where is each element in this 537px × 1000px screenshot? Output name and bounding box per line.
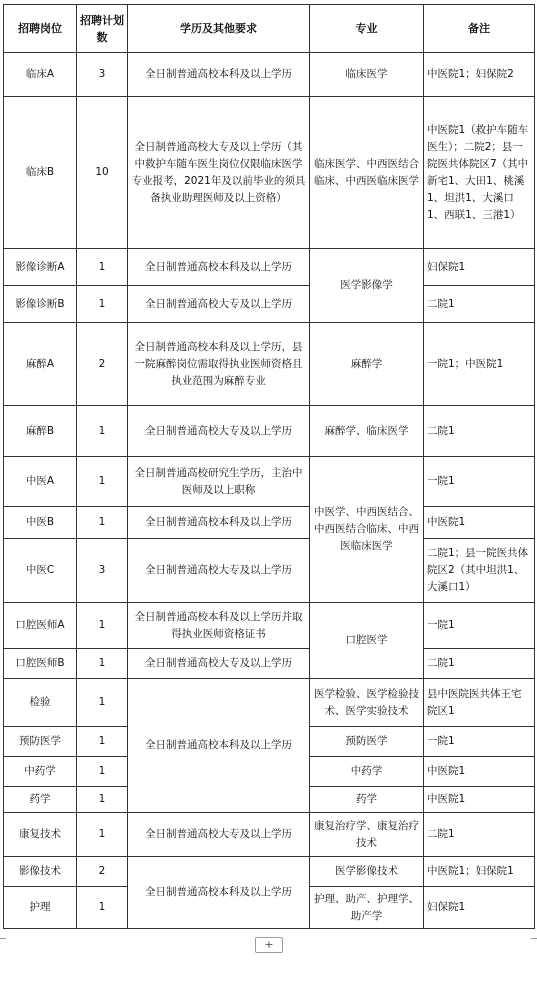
add-row-button[interactable]: +	[255, 937, 283, 953]
requirement-cell: 全日制普通高校大专及以上学历	[128, 813, 310, 857]
major-cell: 药学	[310, 787, 424, 813]
major-cell: 医学检验、医学检验技术、医学实验技术	[310, 679, 424, 727]
header-requirements: 学历及其他要求	[128, 5, 310, 53]
requirement-cell: 全日制普通高校本科及以上学历	[128, 857, 310, 929]
table-row	[4, 406, 535, 457]
count-cell: 1	[77, 727, 128, 757]
count-cell: 3	[77, 539, 128, 603]
post-cell: 口腔医师A	[4, 603, 77, 649]
count-cell: 3	[77, 53, 128, 97]
count-cell: 1	[77, 249, 128, 286]
requirement-cell: 全日制普通高校本科及以上学历	[128, 679, 310, 813]
count-cell: 1	[77, 507, 128, 539]
post-cell: 中药学	[4, 757, 77, 787]
table-row	[4, 323, 535, 406]
post-cell: 中医A	[4, 457, 77, 507]
table-row	[4, 507, 535, 539]
post-cell: 护理	[4, 887, 77, 929]
note-cell: 中医院1；妇保院1	[424, 857, 535, 887]
count-cell: 1	[77, 457, 128, 507]
post-cell: 影像诊断A	[4, 249, 77, 286]
count-cell: 2	[77, 857, 128, 887]
requirement-cell: 全日制普通高校研究生学历，主治中医师及以上职称	[128, 457, 310, 507]
requirement-cell: 全日制普通高校本科及以上学历，县一院麻醉岗位需取得执业医师资格且执业范围为麻醉专业	[128, 323, 310, 406]
table-header-row	[4, 5, 535, 53]
table-row	[4, 53, 535, 97]
count-cell: 2	[77, 323, 128, 406]
table-row	[4, 679, 535, 727]
count-cell: 1	[77, 757, 128, 787]
major-cell: 麻醉学、临床医学	[310, 406, 424, 457]
post-cell: 影像技术	[4, 857, 77, 887]
post-cell: 药学	[4, 787, 77, 813]
table-row	[4, 857, 535, 887]
note-cell: 一院1	[424, 457, 535, 507]
requirement-cell: 全日制普通高校大专及以上学历	[128, 406, 310, 457]
note-cell: 县中医院医共体王宅院区1	[424, 679, 535, 727]
header-plan-count: 招聘计划数	[77, 5, 128, 53]
note-cell: 二院1；县一院医共体院区2（其中坦洪1、大溪口1）	[424, 539, 535, 603]
major-cell: 麻醉学	[310, 323, 424, 406]
count-cell: 10	[77, 97, 128, 249]
count-cell: 1	[77, 679, 128, 727]
requirement-cell: 全日制普通高校本科及以上学历并取得执业医师资格证书	[128, 603, 310, 649]
post-cell: 康复技术	[4, 813, 77, 857]
requirement-cell: 全日制普通高校大专及以上学历	[128, 286, 310, 323]
post-cell: 中医C	[4, 539, 77, 603]
table-row	[4, 457, 535, 507]
requirement-cell: 全日制普通高校本科及以上学历	[128, 507, 310, 539]
note-cell: 中医院1（救护车随车医生）；二院2；县一院医共体院区7（其中新宅1、大田1、桃溪1、坦洪1、大溪口1、西联1、三港1）	[424, 97, 535, 249]
note-cell: 一院1	[424, 603, 535, 649]
note-cell: 二院1	[424, 406, 535, 457]
header-post: 招聘岗位	[4, 5, 77, 53]
post-cell: 检验	[4, 679, 77, 727]
major-cell: 康复治疗学、康复治疗技术	[310, 813, 424, 857]
note-cell: 一院1	[424, 727, 535, 757]
note-cell: 中医院1	[424, 507, 535, 539]
note-cell: 一院1；中医院1	[424, 323, 535, 406]
note-cell: 二院1	[424, 813, 535, 857]
post-cell: 中医B	[4, 507, 77, 539]
post-cell: 麻醉B	[4, 406, 77, 457]
requirement-cell: 全日制普通高校本科及以上学历	[128, 53, 310, 97]
table-row	[4, 539, 535, 603]
post-cell: 麻醉A	[4, 323, 77, 406]
requirement-cell: 全日制普通高校大专及以上学历	[128, 539, 310, 603]
table-row	[4, 286, 535, 323]
table-row	[4, 813, 535, 857]
note-cell: 妇保院1	[424, 887, 535, 929]
note-cell: 二院1	[424, 286, 535, 323]
major-cell: 护理、助产、护理学、助产学	[310, 887, 424, 929]
page-edge-right	[531, 938, 537, 939]
post-cell: 口腔医师B	[4, 649, 77, 679]
note-cell: 中医院1	[424, 787, 535, 813]
major-cell: 中医学、中西医结合、中西医结合临床、中西医临床医学	[310, 457, 424, 603]
requirement-cell: 全日制普通高校本科及以上学历	[128, 249, 310, 286]
header-major: 专业	[310, 5, 424, 53]
count-cell: 1	[77, 286, 128, 323]
table-row	[4, 97, 535, 249]
note-cell: 妇保院1	[424, 249, 535, 286]
recruitment-table	[3, 4, 535, 929]
major-cell: 口腔医学	[310, 603, 424, 679]
requirement-cell: 全日制普通高校大专及以上学历（其中救护车随车医生岗位仅限临床医学专业报考，2021年及以前毕业的须具备执业助理医师及以上资格）	[128, 97, 310, 249]
count-cell: 1	[77, 887, 128, 929]
post-cell: 临床A	[4, 53, 77, 97]
note-cell: 二院1	[424, 649, 535, 679]
major-cell: 临床医学	[310, 53, 424, 97]
count-cell: 1	[77, 813, 128, 857]
note-cell: 中医院1；妇保院2	[424, 53, 535, 97]
post-cell: 临床B	[4, 97, 77, 249]
table-row	[4, 249, 535, 286]
page-edge-left	[0, 938, 6, 939]
count-cell: 1	[77, 406, 128, 457]
note-cell: 中医院1	[424, 757, 535, 787]
table-row	[4, 603, 535, 649]
major-cell: 医学影像学	[310, 249, 424, 323]
table-row	[4, 649, 535, 679]
major-cell: 预防医学	[310, 727, 424, 757]
count-cell: 1	[77, 649, 128, 679]
major-cell: 临床医学、中西医结合临床、中西医临床医学	[310, 97, 424, 249]
major-cell: 医学影像技术	[310, 857, 424, 887]
count-cell: 1	[77, 603, 128, 649]
header-notes: 备注	[424, 5, 535, 53]
requirement-cell: 全日制普通高校大专及以上学历	[128, 649, 310, 679]
major-cell: 中药学	[310, 757, 424, 787]
count-cell: 1	[77, 787, 128, 813]
post-cell: 影像诊断B	[4, 286, 77, 323]
post-cell: 预防医学	[4, 727, 77, 757]
